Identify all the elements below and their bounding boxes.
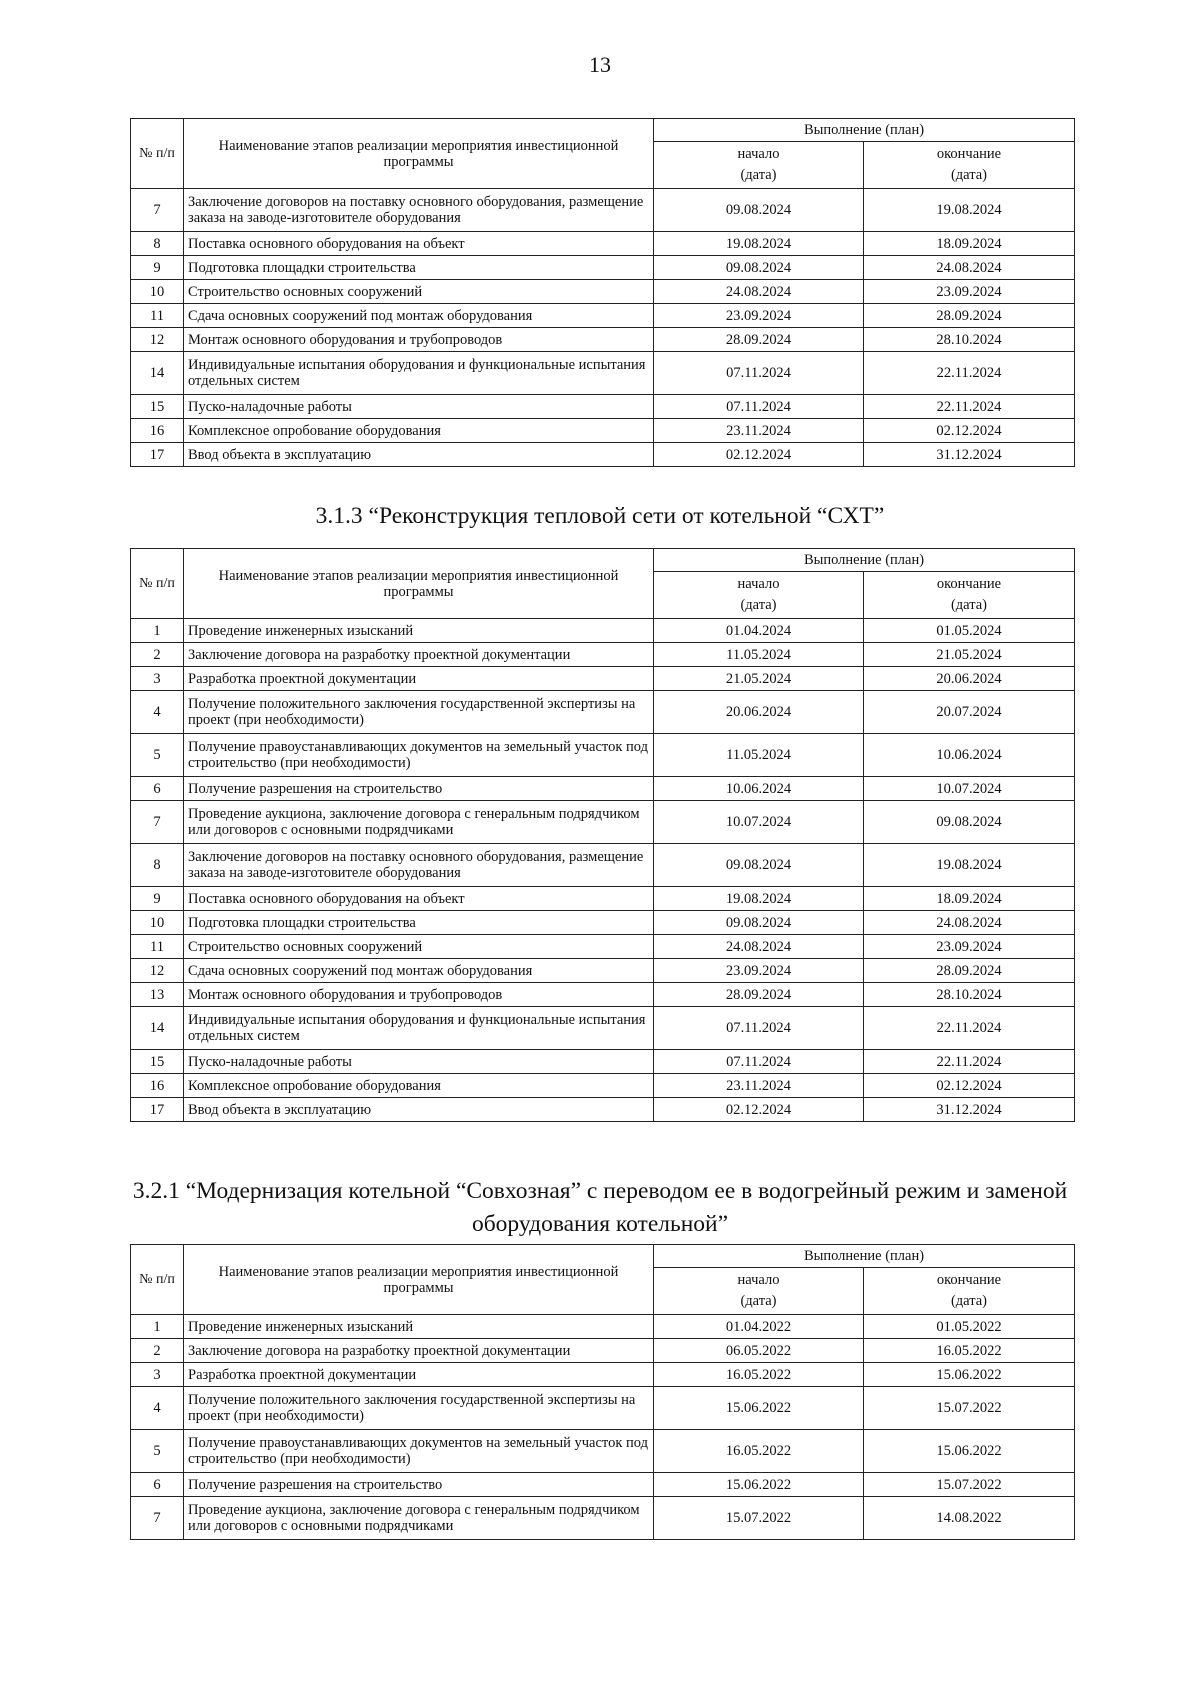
row-start-date: 01.04.2022 [654,1315,864,1339]
row-start-date: 09.08.2024 [654,256,864,280]
row-end-date: 10.07.2024 [864,777,1075,801]
row-stage-name: Получение разрешения на строительство [184,1473,654,1497]
row-num: 16 [131,419,184,443]
row-end-date: 15.06.2022 [864,1363,1075,1387]
row-stage-name: Заключение договора на разработку проектной документации [184,1339,654,1363]
stages-table-continued [130,118,1075,467]
header-end [864,142,1075,189]
row-start-date: 07.11.2024 [654,1007,864,1050]
row-num: 5 [131,1430,184,1473]
table-row [131,189,1075,232]
table-row [131,1430,1075,1473]
page-number: 13 [589,52,611,77]
section-title-3-1-3: 3.1.3 “Реконструкция тепловой сети от котельной “СХТ” [315,503,885,529]
row-stage-name: Получение разрешения на строительство [184,777,654,801]
row-end-date: 28.10.2024 [864,328,1075,352]
row-stage-name: Индивидуальные испытания оборудования и функциональные испытания отдельных систем [184,1007,654,1050]
header-stage-name: Наименование этапов реализации мероприятия инвестиционной программы [184,1245,654,1315]
header-start-label: начало [737,1272,780,1288]
row-end-date: 23.09.2024 [864,280,1075,304]
row-start-date: 23.11.2024 [654,419,864,443]
row-stage-name: Разработка проектной документации [184,667,654,691]
row-end-date: 24.08.2024 [864,256,1075,280]
row-stage-name: Подготовка площадки строительства [184,911,654,935]
row-num: 3 [131,667,184,691]
row-start-date: 21.05.2024 [654,667,864,691]
row-start-date: 16.05.2022 [654,1363,864,1387]
row-start-date: 19.08.2024 [654,232,864,256]
table-row [131,443,1075,467]
row-end-date: 22.11.2024 [864,1050,1075,1074]
row-end-date: 21.05.2024 [864,643,1075,667]
header-end [864,572,1075,619]
header-end-label: окончание [936,1272,1002,1288]
row-num: 11 [131,304,184,328]
table-row [131,232,1075,256]
row-start-date: 02.12.2024 [654,443,864,467]
row-num: 7 [131,801,184,844]
header-execution: Выполнение (план) [654,1245,1075,1268]
row-stage-name: Проведение инженерных изысканий [184,619,654,643]
row-start-date: 07.11.2024 [654,395,864,419]
table-row [131,1387,1075,1430]
row-end-date: 28.09.2024 [864,959,1075,983]
table-row [131,1007,1075,1050]
row-stage-name: Строительство основных сооружений [184,280,654,304]
table-row [131,801,1075,844]
header-start-date-label: (дата) [740,167,777,183]
row-end-date: 02.12.2024 [864,1074,1075,1098]
row-stage-name: Комплексное опробование оборудования [184,419,654,443]
row-stage-name: Заключение договоров на поставку основного оборудования, размещение заказа на заводе-изготовителе оборудования [184,189,654,232]
header-start-label: начало [737,576,780,592]
row-stage-name: Сдача основных сооружений под монтаж оборудования [184,959,654,983]
row-start-date: 06.05.2022 [654,1339,864,1363]
row-stage-name: Поставка основного оборудования на объект [184,232,654,256]
row-end-date: 15.07.2022 [864,1473,1075,1497]
row-end-date: 31.12.2024 [864,443,1075,467]
row-start-date: 07.11.2024 [654,352,864,395]
row-num: 9 [131,256,184,280]
table-row [131,734,1075,777]
table-row [131,1315,1075,1339]
table-row [131,844,1075,887]
row-num: 15 [131,395,184,419]
row-num: 8 [131,232,184,256]
table-row [131,280,1075,304]
header-num: № п/п [131,549,184,619]
header-start-label: начало [737,146,780,162]
row-num: 4 [131,1387,184,1430]
row-stage-name: Ввод объекта в эксплуатацию [184,1098,654,1122]
row-num: 2 [131,1339,184,1363]
row-stage-name: Ввод объекта в эксплуатацию [184,443,654,467]
row-end-date: 24.08.2024 [864,911,1075,935]
table-row [131,1050,1075,1074]
row-num: 17 [131,443,184,467]
table-row [131,959,1075,983]
row-num: 7 [131,189,184,232]
table-row [131,419,1075,443]
row-start-date: 02.12.2024 [654,1098,864,1122]
table-row [131,1473,1075,1497]
row-end-date: 16.05.2022 [864,1339,1075,1363]
row-num: 4 [131,691,184,734]
row-start-date: 10.06.2024 [654,777,864,801]
row-start-date: 28.09.2024 [654,983,864,1007]
table-row [131,395,1075,419]
header-num: № п/п [131,119,184,189]
row-start-date: 23.09.2024 [654,304,864,328]
row-end-date: 18.09.2024 [864,232,1075,256]
row-stage-name: Пуско-наладочные работы [184,395,654,419]
table-row [131,619,1075,643]
row-stage-name: Проведение аукциона, заключение договора с генеральным подрядчиком или договоров с основными подрядчиками [184,801,654,844]
row-stage-name: Получение правоустанавливающих документов на земельный участок под строительство (при необходимости) [184,734,654,777]
row-start-date: 09.08.2024 [654,189,864,232]
row-start-date: 23.09.2024 [654,959,864,983]
table-row [131,256,1075,280]
table-row [131,911,1075,935]
row-start-date: 07.11.2024 [654,1050,864,1074]
row-num: 13 [131,983,184,1007]
row-start-date: 16.05.2022 [654,1430,864,1473]
table-row [131,691,1075,734]
table-row [131,1497,1075,1540]
table-row [131,983,1075,1007]
row-num: 12 [131,959,184,983]
header-end-label: окончание [936,146,1002,162]
row-end-date: 22.11.2024 [864,352,1075,395]
header-stage-name: Наименование этапов реализации мероприятия инвестиционной программы [184,119,654,189]
row-stage-name: Монтаж основного оборудования и трубопроводов [184,983,654,1007]
section-title-3-2-1: 3.2.1 “Модернизация котельной “Совхозная” с переводом ее в водогрейный режим и заменой оборудования котельной” [132,1178,1068,1237]
table-row [131,887,1075,911]
table-row [131,667,1075,691]
table-row [131,1074,1075,1098]
row-stage-name: Монтаж основного оборудования и трубопроводов [184,328,654,352]
row-stage-name: Разработка проектной документации [184,1363,654,1387]
row-num: 2 [131,643,184,667]
row-start-date: 01.04.2024 [654,619,864,643]
row-end-date: 20.07.2024 [864,691,1075,734]
row-start-date: 09.08.2024 [654,911,864,935]
row-start-date: 20.06.2024 [654,691,864,734]
header-execution: Выполнение (план) [654,119,1075,142]
row-num: 16 [131,1074,184,1098]
row-start-date: 11.05.2024 [654,643,864,667]
row-end-date: 15.07.2022 [864,1387,1075,1430]
header-start-date-label: (дата) [740,597,777,613]
row-stage-name: Получение правоустанавливающих документов на земельный участок под строительство (при необходимости) [184,1430,654,1473]
row-num: 1 [131,619,184,643]
row-end-date: 31.12.2024 [864,1098,1075,1122]
row-end-date: 19.08.2024 [864,844,1075,887]
table-row [131,1363,1075,1387]
row-end-date: 01.05.2024 [864,619,1075,643]
row-num: 7 [131,1497,184,1540]
stages-table-3-2-1 [130,1244,1075,1540]
row-stage-name: Комплексное опробование оборудования [184,1074,654,1098]
row-num: 14 [131,352,184,395]
row-start-date: 15.06.2022 [654,1473,864,1497]
row-end-date: 09.08.2024 [864,801,1075,844]
row-end-date: 18.09.2024 [864,887,1075,911]
row-num: 3 [131,1363,184,1387]
row-end-date: 15.06.2022 [864,1430,1075,1473]
row-end-date: 28.10.2024 [864,983,1075,1007]
row-end-date: 14.08.2022 [864,1497,1075,1540]
table-row [131,328,1075,352]
row-end-date: 10.06.2024 [864,734,1075,777]
row-num: 5 [131,734,184,777]
row-num: 1 [131,1315,184,1339]
header-end-label: окончание [936,576,1002,592]
header-end-date-label: (дата) [950,167,988,183]
row-start-date: 23.11.2024 [654,1074,864,1098]
row-stage-name: Проведение инженерных изысканий [184,1315,654,1339]
row-num: 9 [131,887,184,911]
row-end-date: 01.05.2022 [864,1315,1075,1339]
row-end-date: 22.11.2024 [864,395,1075,419]
row-end-date: 23.09.2024 [864,935,1075,959]
header-end [864,1268,1075,1315]
row-stage-name: Получение положительного заключения государственной экспертизы на проект (при необходимости) [184,1387,654,1430]
header-stage-name: Наименование этапов реализации мероприятия инвестиционной программы [184,549,654,619]
row-num: 15 [131,1050,184,1074]
stages-table-3-1-3 [130,548,1075,1122]
row-end-date: 28.09.2024 [864,304,1075,328]
row-stage-name: Проведение аукциона, заключение договора с генеральным подрядчиком или договоров с основными подрядчиками [184,1497,654,1540]
header-end-date-label: (дата) [950,597,988,613]
row-stage-name: Пуско-наладочные работы [184,1050,654,1074]
row-num: 6 [131,1473,184,1497]
row-end-date: 20.06.2024 [864,667,1075,691]
row-num: 17 [131,1098,184,1122]
header-num: № п/п [131,1245,184,1315]
row-start-date: 09.08.2024 [654,844,864,887]
row-end-date: 22.11.2024 [864,1007,1075,1050]
table-row [131,777,1075,801]
header-end-date-label: (дата) [950,1293,988,1309]
row-stage-name: Поставка основного оборудования на объект [184,887,654,911]
row-num: 14 [131,1007,184,1050]
header-execution: Выполнение (план) [654,549,1075,572]
row-end-date: 02.12.2024 [864,419,1075,443]
row-start-date: 10.07.2024 [654,801,864,844]
row-start-date: 28.09.2024 [654,328,864,352]
row-num: 6 [131,777,184,801]
row-start-date: 24.08.2024 [654,280,864,304]
header-start-date-label: (дата) [740,1293,777,1309]
row-start-date: 24.08.2024 [654,935,864,959]
table-row [131,1098,1075,1122]
row-start-date: 11.05.2024 [654,734,864,777]
header-start [654,1268,864,1315]
row-stage-name: Подготовка площадки строительства [184,256,654,280]
header-start [654,572,864,619]
row-num: 10 [131,911,184,935]
row-stage-name: Сдача основных сооружений под монтаж оборудования [184,304,654,328]
row-start-date: 19.08.2024 [654,887,864,911]
table-row [131,1339,1075,1363]
table-row [131,352,1075,395]
row-stage-name: Строительство основных сооружений [184,935,654,959]
row-num: 12 [131,328,184,352]
table-row [131,304,1075,328]
row-start-date: 15.06.2022 [654,1387,864,1430]
row-num: 8 [131,844,184,887]
row-stage-name: Заключение договоров на поставку основного оборудования, размещение заказа на заводе-изготовителе оборудования [184,844,654,887]
row-num: 10 [131,280,184,304]
header-start [654,142,864,189]
row-stage-name: Индивидуальные испытания оборудования и функциональные испытания отдельных систем [184,352,654,395]
row-end-date: 19.08.2024 [864,189,1075,232]
row-stage-name: Получение положительного заключения государственной экспертизы на проект (при необходимости) [184,691,654,734]
table-row [131,643,1075,667]
table-row [131,935,1075,959]
row-stage-name: Заключение договора на разработку проектной документации [184,643,654,667]
row-num: 11 [131,935,184,959]
row-start-date: 15.07.2022 [654,1497,864,1540]
